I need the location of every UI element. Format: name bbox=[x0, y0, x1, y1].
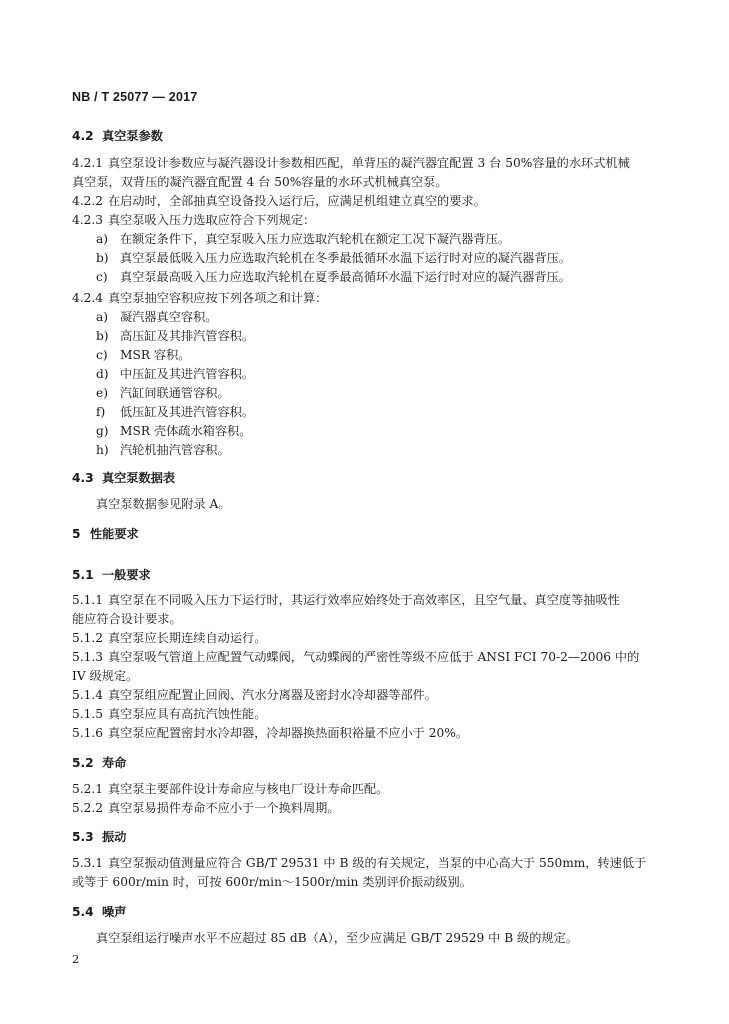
clause-5-1-3 bbox=[72, 649, 639, 665]
clause-number: 5.1.3 bbox=[72, 650, 104, 664]
section-number: 4.2 bbox=[72, 129, 94, 143]
section-number: 5.1 bbox=[72, 568, 94, 582]
section-heading-5-2 bbox=[72, 755, 126, 771]
clause-text: 真空泵振动值测量应符合 GB/T 29531 中 B 级的有关规定，当泵的中心高大于 550mm，转速低于 bbox=[108, 856, 647, 870]
clause-4-2-2 bbox=[72, 193, 486, 209]
section-heading-5-1 bbox=[72, 567, 151, 583]
section-title: 真空泵数据表 bbox=[102, 471, 176, 485]
clause-5-1-4 bbox=[72, 687, 437, 703]
section-heading-5-4 bbox=[72, 904, 126, 920]
list-item bbox=[96, 385, 230, 401]
clause-5-1-1-cont: 能应符合设计要求。 bbox=[72, 612, 182, 626]
list-label: b) bbox=[96, 251, 109, 265]
clause-5-1-6 bbox=[72, 725, 468, 741]
clause-number: 5.1.6 bbox=[72, 726, 104, 740]
clause-text: 真空泵主要部件设计寿命应与核电厂设计寿命匹配。 bbox=[108, 782, 389, 796]
list-label: a) bbox=[96, 310, 109, 324]
section-heading-4-3 bbox=[72, 470, 175, 486]
clause-text: 真空泵应具有高抗汽蚀性能。 bbox=[108, 707, 267, 721]
list-item bbox=[96, 269, 571, 285]
list-item bbox=[96, 423, 251, 439]
list-text: MSR 容积。 bbox=[120, 348, 191, 362]
clause-text: 真空泵应配置密封水冷却器，冷却器换热面积裕量不应小于 20%。 bbox=[108, 726, 469, 740]
list-text: 低压缸及其进汽管容积。 bbox=[120, 405, 255, 419]
list-text: 凝汽器真空容积。 bbox=[120, 310, 218, 324]
clause-text: 真空泵应长期连续自动运行。 bbox=[108, 631, 267, 645]
section-title: 真空泵参数 bbox=[102, 129, 163, 143]
standard-header: NB / T 25077 — 2017 bbox=[72, 90, 198, 104]
clause-text: 真空泵易损件寿命不应小于一个换料周期。 bbox=[108, 801, 340, 815]
list-text: 高压缸及其排汽管容积。 bbox=[120, 329, 255, 343]
clause-number: 4.2.2 bbox=[72, 194, 104, 208]
section-title: 噪声 bbox=[102, 905, 127, 919]
clause-text: 真空泵吸气管道上应配置气动蝶阀，气动蝶阀的严密性等级不应低于 ANSI FCI 70-2—2006 中的 bbox=[108, 650, 640, 664]
clause-4-2-1 bbox=[72, 155, 630, 171]
section-title: 寿命 bbox=[102, 756, 127, 770]
list-item bbox=[96, 250, 571, 266]
list-text: MSR 壳体疏水箱容积。 bbox=[120, 424, 252, 438]
list-label: c) bbox=[96, 270, 108, 284]
chapter-title: 性能要求 bbox=[90, 527, 139, 541]
section-heading-5-3 bbox=[72, 829, 126, 845]
list-text: 汽轮机抽汽管容积。 bbox=[120, 443, 230, 457]
list-item bbox=[96, 309, 218, 325]
clause-text: 真空泵组应配置止回阀、汽水分离器及密封水冷却器等部件。 bbox=[108, 688, 438, 702]
clause-number: 4.2.3 bbox=[72, 213, 104, 227]
section-number: 5.4 bbox=[72, 905, 94, 919]
list-label: d) bbox=[96, 367, 109, 381]
list-item bbox=[96, 328, 254, 344]
clause-number: 5.1.1 bbox=[72, 593, 104, 607]
clause-text: 真空泵设计参数应与凝汽器设计参数相匹配，单背压的凝汽器宜配置 3 台 50%容量的水环式机械 bbox=[108, 156, 630, 170]
clause-number: 4.2.4 bbox=[72, 291, 104, 305]
clause-4-2-1-cont: 真空泵，双背压的凝汽器宜配置 4 台 50%容量的水环式机械真空泵。 bbox=[72, 175, 448, 189]
clause-number: 5.1.2 bbox=[72, 631, 104, 645]
clause-number: 5.1.5 bbox=[72, 707, 104, 721]
clause-5-3-1-cont: 或等于 600r/min 时，可按 600r/min～1500r/min 类别评价振动级别。 bbox=[72, 875, 472, 889]
section-title: 振动 bbox=[102, 830, 127, 844]
clause-number: 5.3.1 bbox=[72, 856, 104, 870]
paragraph-5-4: 真空泵组运行噪声水平不应超过 85 dB（A），至少应满足 GB/T 29529 中 B 级的规定。 bbox=[96, 931, 578, 945]
paragraph-4-3: 真空泵数据参见附录 A。 bbox=[96, 497, 231, 511]
clause-number: 5.1.4 bbox=[72, 688, 104, 702]
chapter-heading-5 bbox=[72, 526, 139, 542]
list-item bbox=[96, 231, 510, 247]
clause-number: 5.2.1 bbox=[72, 782, 104, 796]
clause-text: 真空泵吸入压力选取应符合下列规定： bbox=[108, 213, 316, 227]
list-text: 真空泵最低吸入压力应选取汽轮机在冬季最低循环水温下运行时对应的凝汽器背压。 bbox=[120, 251, 571, 265]
clause-text: 在启动时，全部抽真空设备投入运行后，应满足机组建立真空的要求。 bbox=[108, 194, 486, 208]
list-item bbox=[96, 366, 254, 382]
section-title: 一般要求 bbox=[102, 568, 151, 582]
clause-4-2-3 bbox=[72, 212, 315, 228]
list-item bbox=[96, 442, 230, 458]
list-label: e) bbox=[96, 386, 108, 400]
clause-5-2-2 bbox=[72, 800, 340, 816]
clause-number: 5.2.2 bbox=[72, 801, 104, 815]
list-item bbox=[96, 404, 254, 420]
clause-4-2-4 bbox=[72, 290, 327, 306]
clause-5-1-5 bbox=[72, 706, 266, 722]
section-number: 5.2 bbox=[72, 756, 94, 770]
clause-text: 真空泵在不同吸入压力下运行时，其运行效率应始终处于高效率区，且空气量、真空度等抽吸性 bbox=[108, 593, 620, 607]
section-number: 5.3 bbox=[72, 830, 94, 844]
page-number: 2 bbox=[72, 952, 80, 966]
clause-number: 4.2.1 bbox=[72, 156, 104, 170]
list-text: 中压缸及其进汽管容积。 bbox=[120, 367, 255, 381]
section-number: 4.3 bbox=[72, 471, 94, 485]
clause-5-1-1 bbox=[72, 592, 620, 608]
list-label: b) bbox=[96, 329, 109, 343]
list-text: 真空泵最高吸入压力应选取汽轮机在夏季最高循环水温下运行时对应的凝汽器背压。 bbox=[120, 270, 571, 284]
clause-5-1-3-cont: IV 级规定。 bbox=[72, 669, 139, 683]
list-item bbox=[96, 347, 190, 363]
list-label: a) bbox=[96, 232, 109, 246]
list-text: 汽缸间联通管容积。 bbox=[120, 386, 230, 400]
chapter-number: 5 bbox=[72, 527, 81, 541]
list-text: 在额定条件下，真空泵吸入压力应选取汽轮机在额定工况下凝汽器背压。 bbox=[120, 232, 510, 246]
clause-text: 真空泵抽空容积应按下列各项之和计算： bbox=[108, 291, 328, 305]
list-label: f) bbox=[96, 405, 106, 419]
clause-5-3-1 bbox=[72, 855, 646, 871]
list-label: g) bbox=[96, 424, 109, 438]
clause-5-2-1 bbox=[72, 781, 388, 797]
list-label: c) bbox=[96, 348, 108, 362]
list-label: h) bbox=[96, 443, 109, 457]
clause-5-1-2 bbox=[72, 630, 266, 646]
section-heading-4-2 bbox=[72, 128, 163, 144]
